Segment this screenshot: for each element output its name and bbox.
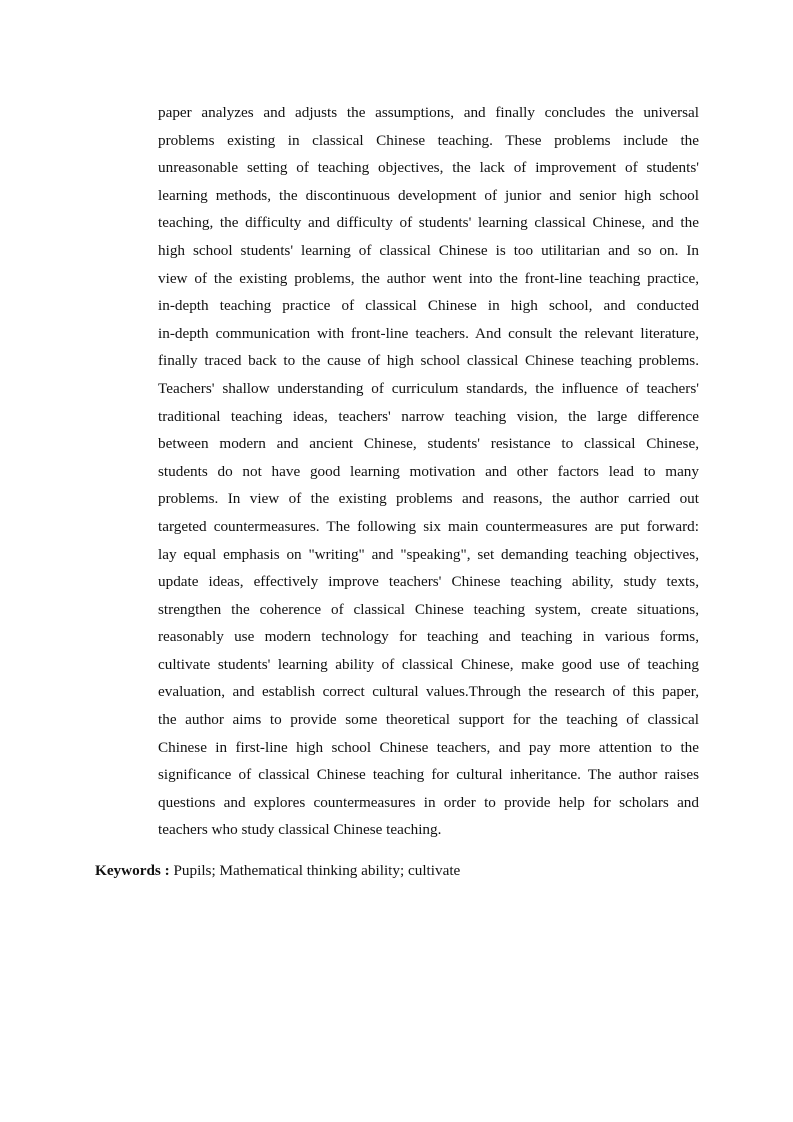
abstract-line: in-depth communication with front-line teachers. And consult the relevant literature, [158, 324, 699, 342]
abstract-line-last: teachers who study classical Chinese teaching. [158, 821, 442, 839]
abstract-line: strengthen the coherence of classical Chinese teaching system, create situations, [158, 600, 699, 618]
abstract-line: Teachers' shallow understanding of curriculum standards, the influence of teachers' [158, 379, 699, 397]
abstract-line: problems. In view of the existing problems and reasons, the author carried out [158, 490, 699, 508]
abstract-line: targeted countermeasures. The following six main countermeasures are put forward: [158, 517, 699, 535]
abstract-line: unreasonable setting of teaching objectives, the lack of improvement of students' [158, 159, 699, 177]
abstract-line: paper analyzes and adjusts the assumptions, and finally concludes the universal [158, 104, 699, 121]
abstract-line: teaching, the difficulty and difficulty of students' learning classical Chinese, and the [158, 214, 699, 232]
abstract-line: traditional teaching ideas, teachers' narrow teaching vision, the large difference [158, 407, 699, 425]
abstract-line: high school students' learning of classical Chinese is too utilitarian and so on. In [158, 241, 699, 259]
abstract-line: the author aims to provide some theoretical support for the teaching of classical [158, 711, 699, 729]
abstract-line: cultivate students' learning ability of classical Chinese, make good use of teaching [158, 655, 699, 673]
keywords-value: Pupils; Mathematical thinking ability; cultivate [169, 862, 461, 879]
keywords-label: Keywords : [95, 862, 170, 879]
abstract-line: Chinese in first-line high school Chinese teachers, and pay more attention to the [158, 738, 699, 756]
abstract-line: lay equal emphasis on "writing" and "speaking", set demanding teaching objectives, [158, 545, 699, 563]
keywords-line [95, 857, 715, 884]
abstract-line: questions and explores countermeasures in order to provide help for scholars and [158, 793, 699, 811]
abstract-line: finally traced back to the cause of high school classical Chinese teaching problems. [158, 352, 699, 370]
abstract-line: update ideas, effectively improve teachers' Chinese teaching ability, study texts, [158, 573, 699, 591]
abstract-line: significance of classical Chinese teaching for cultural inheritance. The author raises [158, 766, 699, 784]
abstract-line: students do not have good learning motivation and other factors lead to many [158, 462, 699, 480]
abstract-line: reasonably use modern technology for teaching and teaching in various forms, [158, 628, 699, 646]
abstract-line: evaluation, and establish correct cultural values.Through the research of this paper, [158, 683, 699, 701]
abstract-line: view of the existing problems, the author went into the front-line teaching practice, [158, 269, 699, 287]
abstract-line: in-depth teaching practice of classical Chinese in high school, and conducted [158, 297, 699, 315]
abstract-paragraph [158, 99, 699, 844]
abstract-line: between modern and ancient Chinese, students' resistance to classical Chinese, [158, 435, 699, 453]
abstract-line: learning methods, the discontinuous development of junior and senior high school [158, 186, 699, 204]
abstract-line: problems existing in classical Chinese teaching. These problems include the [158, 131, 699, 149]
